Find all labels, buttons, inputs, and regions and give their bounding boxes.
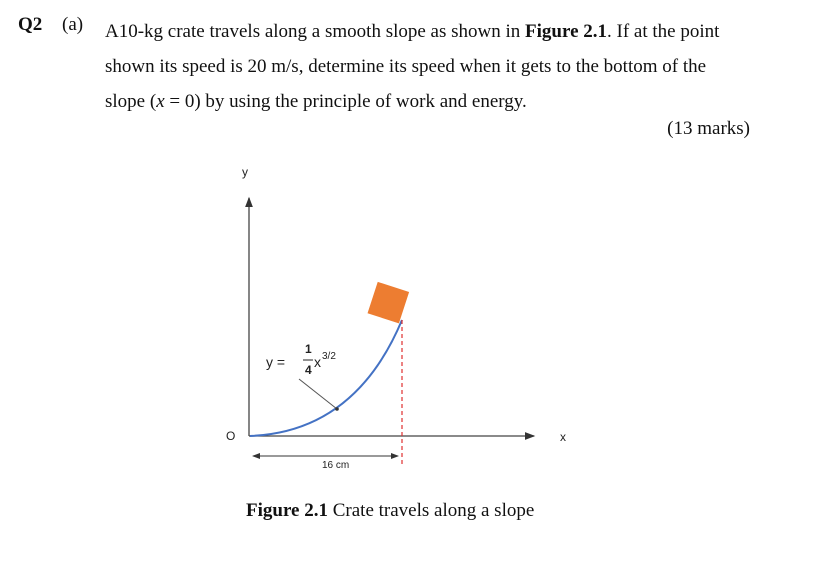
question-number: Q2 bbox=[18, 14, 43, 35]
x-axis-label: x bbox=[560, 430, 566, 444]
equation-denominator: 4 bbox=[305, 363, 312, 377]
equation-numerator: 1 bbox=[305, 342, 312, 356]
origin-label: O bbox=[226, 429, 236, 443]
question-line-3-var: x bbox=[156, 91, 165, 112]
question-line-1-a: A10-kg crate travels along a smooth slope as shown in bbox=[105, 21, 526, 42]
curve-equation bbox=[266, 342, 336, 377]
crate bbox=[368, 282, 410, 324]
question-line-3-a: slope ( bbox=[105, 91, 157, 112]
dimension-label: 16 cm bbox=[322, 460, 350, 471]
equation-lhs: y = bbox=[266, 354, 286, 370]
question-line-2: shown its speed is 20 m/s, determine its speed when it gets to the bottom of the bbox=[105, 56, 707, 77]
question-line-3-b: = 0) by using the principle of work and energy. bbox=[164, 91, 527, 112]
figure-caption-bold: Figure 2.1 bbox=[246, 500, 328, 521]
figure-caption bbox=[246, 500, 534, 522]
equation-variable: x bbox=[314, 354, 321, 370]
y-axis-label: y bbox=[242, 165, 248, 179]
slope-curve bbox=[250, 320, 402, 436]
equation-exponent: 3/2 bbox=[322, 351, 336, 362]
figure-reference: Figure 2.1 bbox=[525, 21, 608, 42]
marks-label: (13 marks) bbox=[667, 118, 750, 139]
question-line-1-b: . If at the point bbox=[607, 21, 720, 42]
figure-caption-text: Crate travels along a slope bbox=[327, 500, 535, 521]
equation-leader-dot bbox=[335, 407, 339, 411]
question-part: (a) bbox=[62, 14, 84, 35]
equation-leader-line bbox=[299, 379, 337, 409]
